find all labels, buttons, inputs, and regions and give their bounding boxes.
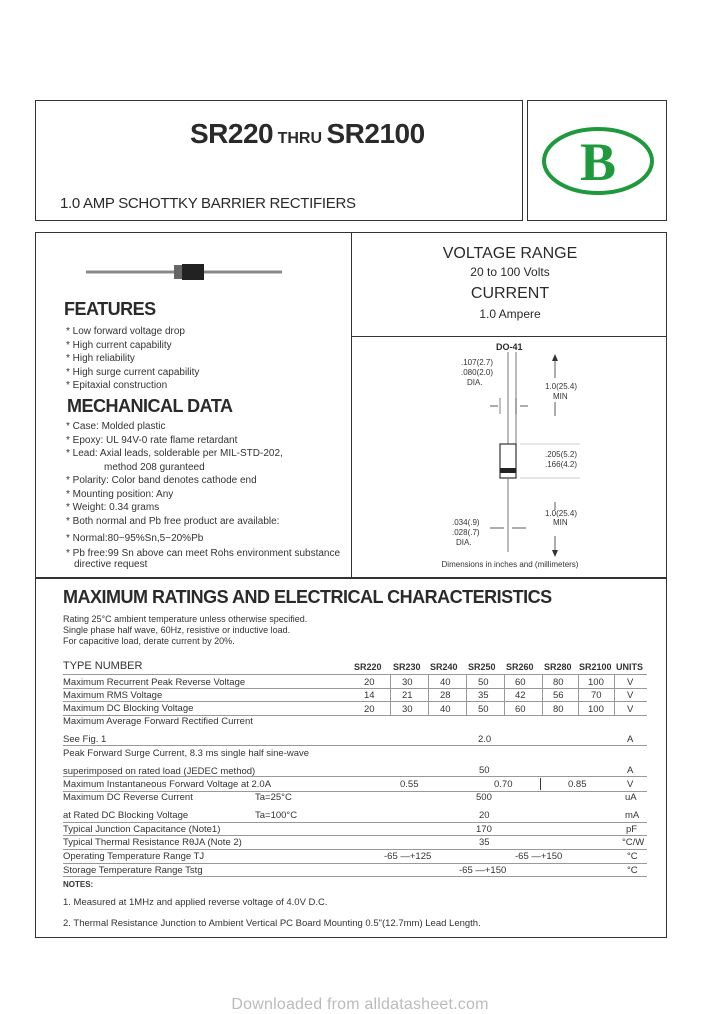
table-vline <box>614 674 615 715</box>
mechanical-list <box>66 420 340 570</box>
download-footer: Downloaded from alldatasheet.com <box>231 996 489 1013</box>
dim-wire-3: DIA. <box>456 538 472 547</box>
table-vline <box>504 674 505 715</box>
table-cell: 100 <box>588 677 604 688</box>
note-1: 1. Measured at 1MHz and applied reverse voltage of 4.0V D.C. <box>63 897 328 908</box>
rth-label: Typical Thermal Resistance RθJA (Note 2) <box>63 837 242 848</box>
tj-unit: °C <box>627 851 638 862</box>
spec-divider <box>351 336 667 337</box>
table-cell: 30 <box>402 704 413 715</box>
rth-value: 35 <box>479 837 490 848</box>
table-cell: 60 <box>515 704 526 715</box>
ir-condition-2: Ta=100°C <box>255 810 298 821</box>
rth-unit: °C/W <box>622 837 645 848</box>
vf-value: 0.55 <box>400 779 419 790</box>
dim-lead-dia-1: .107(2.7) <box>461 358 494 367</box>
col-sr2100: SR2100 <box>579 662 612 672</box>
table-cell: 14 <box>364 690 375 701</box>
table-unit: V <box>627 704 634 715</box>
row-label: Maximum Recurrent Peak Reverse Voltage <box>63 677 246 688</box>
brand-logo <box>540 125 656 197</box>
surge-label: Peak Forward Surge Current, 8.3 ms single half sine-wave <box>63 748 310 759</box>
row-label: Maximum DC Blocking Voltage <box>63 703 194 714</box>
ratings-title: MAXIMUM RATINGS AND ELECTRICAL CHARACTERISTICS <box>63 587 552 607</box>
current-label: CURRENT <box>470 285 550 302</box>
list-item: * Lead: Axial leads, solderable per MIL-STD-202, <box>66 448 283 459</box>
intro-line: For capacitive load, derate current by 20%. <box>63 636 235 646</box>
voltage-range-label: VOLTAGE RANGE <box>442 245 578 262</box>
table-cell: 21 <box>402 690 413 701</box>
dim-body-2: .166(4.2) <box>545 460 578 469</box>
page-title <box>190 118 425 150</box>
avg-current-unit: A <box>627 734 634 745</box>
tj-label: Operating Temperature Range TJ <box>63 851 205 862</box>
table-line <box>63 745 647 746</box>
table-vline <box>542 674 543 715</box>
list-item: * Case: Molded plastic <box>66 421 166 432</box>
avg-current-label-2: See Fig. 1 <box>63 734 107 745</box>
list-item: * Weight: 0.34 grams <box>66 502 160 513</box>
dim-wire-1: .034(.9) <box>452 518 480 527</box>
list-item: * High reliability <box>66 353 135 364</box>
table-vline <box>578 674 579 715</box>
intro-line: Single phase half wave, 60Hz, resistive or inductive load. <box>63 625 291 635</box>
dim-len-bot-2: MIN <box>553 518 568 527</box>
table-cell: 28 <box>440 690 451 701</box>
vf-value: 0.85 <box>568 779 587 790</box>
table-cell: 80 <box>553 677 564 688</box>
notes-title: NOTES: <box>63 880 94 889</box>
col-units: UNITS <box>616 662 643 672</box>
table-line <box>63 863 647 864</box>
dimensions-caption: Dimensions in inches and (millimeters) <box>441 560 579 569</box>
list-item: method 208 guranteed <box>104 461 205 473</box>
dim-body-1: .205(5.2) <box>545 450 578 459</box>
tj-value-2: -65 —+150 <box>515 851 563 862</box>
part-start: SR220 <box>190 118 274 149</box>
part-end: SR2100 <box>326 118 425 149</box>
col-sr250: SR250 <box>468 662 496 672</box>
table-line <box>63 876 647 877</box>
features-title: FEATURES <box>64 299 156 319</box>
type-number-label: TYPE NUMBER <box>63 660 143 672</box>
surge-unit: A <box>627 765 634 776</box>
table-cell: 100 <box>588 704 604 715</box>
table-line <box>63 849 647 850</box>
table-cell: 40 <box>440 704 451 715</box>
cj-value: 170 <box>476 824 492 835</box>
ir-unit: uA <box>625 792 637 803</box>
features-list <box>66 325 199 393</box>
avg-current-value: 2.0 <box>478 734 492 745</box>
tj-value: -65 —+125 <box>384 851 432 862</box>
ir-condition: Ta=25°C <box>255 792 292 803</box>
avg-current-label: Maximum Average Forward Rectified Current <box>63 716 253 727</box>
table-cell: 60 <box>515 677 526 688</box>
table-unit: V <box>627 690 634 701</box>
product-subtitle: 1.0 AMP SCHOTTKY BARRIER RECTIFIERS <box>60 195 356 212</box>
table-cell: 50 <box>478 677 489 688</box>
dim-wire-2: .028(.7) <box>452 528 480 537</box>
vf-value: 0.70 <box>494 779 513 790</box>
tstg-unit: °C <box>627 865 638 876</box>
list-item: * Epitaxial construction <box>66 380 168 391</box>
surge-value: 50 <box>479 765 490 776</box>
ir-label-2: at Rated DC Blocking Voltage <box>63 810 189 821</box>
col-sr240: SR240 <box>430 662 458 672</box>
vf-separator <box>540 778 541 790</box>
list-item: directive request <box>74 558 148 570</box>
cj-unit: pF <box>626 824 638 835</box>
ir-unit-2: mA <box>625 810 640 821</box>
table-cell: 56 <box>553 690 564 701</box>
row-label: Maximum RMS Voltage <box>63 690 163 701</box>
list-item: * Both normal and Pb free product are available: <box>66 515 280 527</box>
vf-unit: V <box>627 779 634 790</box>
vf-label: Maximum Instantaneous Forward Voltage at 2.0A <box>63 779 272 790</box>
list-item: * High surge current capability <box>66 366 200 378</box>
col-sr230: SR230 <box>393 662 421 672</box>
table-vline <box>428 674 429 715</box>
table-line <box>63 835 647 836</box>
ratings-intro <box>63 614 307 647</box>
table-unit: V <box>627 677 634 688</box>
col-sr260: SR260 <box>506 662 534 672</box>
list-item: * Pb free:99 Sn above can meet Rohs environment substance <box>66 547 341 559</box>
package-name: DO-41 <box>496 342 523 352</box>
table-cell: 70 <box>591 690 602 701</box>
ir-label: Maximum DC Reverse Current <box>63 792 193 803</box>
tstg-label: Storage Temperature Range Tstg <box>63 865 203 876</box>
thru-label: THRU <box>277 130 323 147</box>
list-item: * Polarity: Color band denotes cathode end <box>66 475 257 486</box>
table-cell: 40 <box>440 677 451 688</box>
dim-len-top-1: 1.0(25.4) <box>545 382 578 391</box>
table-cell: 30 <box>402 677 413 688</box>
dim-lead-dia-2: .080(2.0) <box>461 368 494 377</box>
note-2: 2. Thermal Resistance Junction to Ambient Vertical PC Board Mounting 0.5"(12.7mm) Lead Length. <box>63 918 481 929</box>
ir-value: 500 <box>476 792 492 803</box>
mechanical-title: MECHANICAL DATA <box>67 396 233 416</box>
ir-value-2: 20 <box>479 810 490 821</box>
col-sr280: SR280 <box>544 662 572 672</box>
table-cell: 20 <box>364 677 375 688</box>
current-value: 1.0 Ampere <box>479 307 541 321</box>
dim-lead-dia-3: DIA. <box>467 378 483 387</box>
diode-illustration <box>86 262 286 282</box>
table-vline <box>390 674 391 715</box>
table-cell: 80 <box>553 704 564 715</box>
table-line <box>63 688 647 689</box>
table-cell: 50 <box>478 704 489 715</box>
list-item: * Normal:80~95%Sn,5~20%Pb <box>66 533 204 544</box>
table-line <box>63 822 647 823</box>
table-cell: 35 <box>478 690 489 701</box>
table-cell: 42 <box>515 690 526 701</box>
voltage-range-value: 20 to 100 Volts <box>470 265 550 279</box>
list-item: * Mounting position: Any <box>66 488 174 500</box>
table-line <box>63 674 647 675</box>
col-sr220: SR220 <box>354 662 382 672</box>
tstg-value: -65 —+150 <box>459 865 507 876</box>
surge-label-2: superimposed on rated load (JEDEC method) <box>63 766 256 777</box>
table-vline <box>466 674 467 715</box>
list-item: * Low forward voltage drop <box>66 326 185 337</box>
main-divider <box>351 232 352 578</box>
dim-len-top-2: MIN <box>553 392 568 401</box>
logo-letter: B <box>579 132 617 192</box>
list-item: * Epoxy: UL 94V-0 rate flame retardant <box>66 434 238 446</box>
dim-len-bot-1: 1.0(25.4) <box>545 509 578 518</box>
list-item: * High current capability <box>66 339 172 351</box>
table-line <box>63 701 647 702</box>
cj-label: Typical Junction Capacitance (Note1) <box>63 824 221 835</box>
table-cell: 20 <box>364 704 375 715</box>
intro-line: Rating 25°C ambient temperature unless otherwise specified. <box>63 614 308 624</box>
